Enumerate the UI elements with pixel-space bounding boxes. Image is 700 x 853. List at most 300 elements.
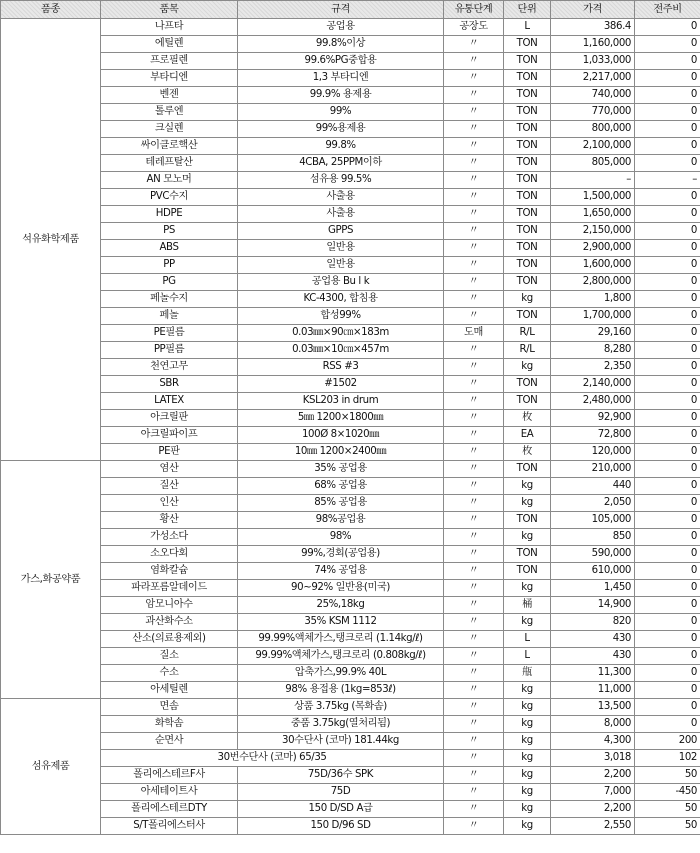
price: 72,800 [551, 427, 635, 444]
distribution-stage: 〃 [444, 138, 504, 155]
table-row [1, 206, 700, 223]
unit: kg [504, 818, 551, 835]
item-name: 화학솜 [101, 716, 238, 733]
unit: TON [504, 36, 551, 53]
category-cell: 석유화학제품 [1, 19, 101, 461]
price: 1,600,000 [551, 257, 635, 274]
distribution-stage: 〃 [444, 155, 504, 172]
item-name: 수소 [101, 665, 238, 682]
item-name: 질소 [101, 648, 238, 665]
unit: kg [504, 733, 551, 750]
table-row [1, 291, 700, 308]
distribution-stage: 〃 [444, 36, 504, 53]
price: 590,000 [551, 546, 635, 563]
price: 2,217,000 [551, 70, 635, 87]
table-row [1, 444, 700, 461]
price: 2,200 [551, 801, 635, 818]
spec: 35% KSM 1112 [238, 614, 444, 631]
distribution-stage: 〃 [444, 461, 504, 478]
table-row [1, 682, 700, 699]
distribution-stage: 〃 [444, 784, 504, 801]
unit: R/L [504, 342, 551, 359]
price: 2,150,000 [551, 223, 635, 240]
weekly-change: 0 [635, 36, 700, 53]
item-name: PE판 [101, 444, 238, 461]
item-name: 폴리에스테르F사 [101, 767, 238, 784]
weekly-change: 0 [635, 512, 700, 529]
distribution-stage: 〃 [444, 274, 504, 291]
unit: 甁 [504, 665, 551, 682]
price: 430 [551, 648, 635, 665]
table-row [1, 87, 700, 104]
price: 8,000 [551, 716, 635, 733]
spec: 5㎜ 1200×1800㎜ [238, 410, 444, 427]
weekly-change: 0 [635, 376, 700, 393]
header-price: 가격 [551, 1, 635, 19]
unit: TON [504, 206, 551, 223]
table-row [1, 648, 700, 665]
distribution-stage: 〃 [444, 257, 504, 274]
weekly-change: 0 [635, 665, 700, 682]
price: 2,140,000 [551, 376, 635, 393]
distribution-stage: 〃 [444, 546, 504, 563]
table-row [1, 393, 700, 410]
unit: TON [504, 563, 551, 580]
weekly-change: 0 [635, 138, 700, 155]
unit: TON [504, 274, 551, 291]
item-name: HDPE [101, 206, 238, 223]
spec: 98%공업용 [238, 512, 444, 529]
unit: TON [504, 172, 551, 189]
weekly-change: 0 [635, 393, 700, 410]
table-body [1, 19, 700, 835]
table-row [1, 427, 700, 444]
table-row [1, 733, 700, 750]
price: 11,000 [551, 682, 635, 699]
item-name: LATEX [101, 393, 238, 410]
spec: 35% 공업용 [238, 461, 444, 478]
weekly-change: 0 [635, 410, 700, 427]
spec: KSL203 in drum [238, 393, 444, 410]
spec: GPPS [238, 223, 444, 240]
table-row [1, 172, 700, 189]
distribution-stage: 〃 [444, 767, 504, 784]
table-row [1, 563, 700, 580]
spec: 1,3 부타디엔 [238, 70, 444, 87]
price: 2,100,000 [551, 138, 635, 155]
item-name: PP필름 [101, 342, 238, 359]
distribution-stage: 〃 [444, 733, 504, 750]
price: 2,200 [551, 767, 635, 784]
category-cell: 섬유제품 [1, 699, 101, 835]
unit: kg [504, 291, 551, 308]
unit: TON [504, 121, 551, 138]
unit: EA [504, 427, 551, 444]
distribution-stage: 〃 [444, 410, 504, 427]
weekly-change: 0 [635, 427, 700, 444]
price: 105,000 [551, 512, 635, 529]
spec: #1502 [238, 376, 444, 393]
item-name: PG [101, 274, 238, 291]
distribution-stage: 〃 [444, 563, 504, 580]
unit: TON [504, 87, 551, 104]
unit: TON [504, 308, 551, 325]
distribution-stage: 〃 [444, 495, 504, 512]
unit: 枚 [504, 410, 551, 427]
table-row [1, 223, 700, 240]
table-row [1, 104, 700, 121]
distribution-stage: 〃 [444, 716, 504, 733]
unit: kg [504, 767, 551, 784]
price: 2,900,000 [551, 240, 635, 257]
price: 2,050 [551, 495, 635, 512]
spec: 98% 용접용 (1kg=853ℓ) [238, 682, 444, 699]
weekly-change: 0 [635, 325, 700, 342]
unit: TON [504, 376, 551, 393]
item-name: 30번수단사 (코마) 65/35 [101, 750, 444, 767]
distribution-stage: 〃 [444, 427, 504, 444]
table-row [1, 325, 700, 342]
weekly-change: 0 [635, 189, 700, 206]
distribution-stage: 〃 [444, 512, 504, 529]
spec: 합성99% [238, 308, 444, 325]
distribution-stage: 〃 [444, 750, 504, 767]
price: 1,700,000 [551, 308, 635, 325]
weekly-change: 0 [635, 121, 700, 138]
table-row [1, 359, 700, 376]
table-row [1, 19, 700, 36]
table-row [1, 784, 700, 801]
weekly-change: 0 [635, 223, 700, 240]
unit: kg [504, 699, 551, 716]
spec: 사출용 [238, 189, 444, 206]
weekly-change: 0 [635, 155, 700, 172]
table-row [1, 410, 700, 427]
header-weekly-change: 전주비 [635, 1, 700, 19]
distribution-stage: 〃 [444, 70, 504, 87]
table-row [1, 665, 700, 682]
item-name: 인산 [101, 495, 238, 512]
table-row [1, 155, 700, 172]
item-name: 가성소다 [101, 529, 238, 546]
item-name: 질산 [101, 478, 238, 495]
item-name: 파라포름알데이드 [101, 580, 238, 597]
item-name: 산소(의료용제외) [101, 631, 238, 648]
item-name: 염화칼슘 [101, 563, 238, 580]
price: 440 [551, 478, 635, 495]
table-row [1, 546, 700, 563]
table-row [1, 138, 700, 155]
spec: 150 D/SD A급 [238, 801, 444, 818]
distribution-stage: 〃 [444, 240, 504, 257]
weekly-change: 0 [635, 529, 700, 546]
spec: 98% [238, 529, 444, 546]
distribution-stage: 〃 [444, 308, 504, 325]
weekly-change: 0 [635, 495, 700, 512]
item-name: 암모니아수 [101, 597, 238, 614]
unit: TON [504, 512, 551, 529]
table-row [1, 121, 700, 138]
item-name: PVC수지 [101, 189, 238, 206]
spec: 공업용 Bu l k [238, 274, 444, 291]
item-name: 테레프탈산 [101, 155, 238, 172]
item-name: 소오다회 [101, 546, 238, 563]
table-row [1, 342, 700, 359]
spec: 일반용 [238, 240, 444, 257]
category-cell: 가스,화공약품 [1, 461, 101, 699]
weekly-change: 0 [635, 461, 700, 478]
spec: 일반용 [238, 257, 444, 274]
spec: 99%,경회(공업용) [238, 546, 444, 563]
table-row [1, 461, 700, 478]
price: 92,900 [551, 410, 635, 427]
price: 2,480,000 [551, 393, 635, 410]
unit: kg [504, 682, 551, 699]
unit: kg [504, 529, 551, 546]
item-name: 페놀 [101, 308, 238, 325]
unit: TON [504, 70, 551, 87]
unit: kg [504, 580, 551, 597]
price: 120,000 [551, 444, 635, 461]
price: 805,000 [551, 155, 635, 172]
weekly-change: 50 [635, 801, 700, 818]
unit: L [504, 631, 551, 648]
table-row [1, 597, 700, 614]
spec: 압축가스,99.9% 40L [238, 665, 444, 682]
item-name: 아세틸렌 [101, 682, 238, 699]
table-row [1, 495, 700, 512]
price: 740,000 [551, 87, 635, 104]
table-row [1, 376, 700, 393]
spec: 99.9% 용제용 [238, 87, 444, 104]
price: 1,160,000 [551, 36, 635, 53]
spec: 99.6%PG중합용 [238, 53, 444, 70]
weekly-change: 0 [635, 614, 700, 631]
price: 13,500 [551, 699, 635, 716]
unit: TON [504, 155, 551, 172]
distribution-stage: 〃 [444, 614, 504, 631]
unit: kg [504, 495, 551, 512]
item-name: ABS [101, 240, 238, 257]
weekly-change: 0 [635, 104, 700, 121]
price: 2,350 [551, 359, 635, 376]
unit: kg [504, 614, 551, 631]
spec: 100Ø 8×1020㎜ [238, 427, 444, 444]
unit: R/L [504, 325, 551, 342]
distribution-stage: 〃 [444, 444, 504, 461]
weekly-change: 0 [635, 342, 700, 359]
spec: 상품 3.75kg (목화솜) [238, 699, 444, 716]
weekly-change: 200 [635, 733, 700, 750]
price: 8,280 [551, 342, 635, 359]
spec: 30수단사 (코마) 181.44kg [238, 733, 444, 750]
distribution-stage: 〃 [444, 699, 504, 716]
unit: kg [504, 716, 551, 733]
item-name: 페놀수지 [101, 291, 238, 308]
table-row [1, 274, 700, 291]
unit: 桶 [504, 597, 551, 614]
spec: 99.8% [238, 138, 444, 155]
distribution-stage: 〃 [444, 818, 504, 835]
spec: KC-4300, 합침용 [238, 291, 444, 308]
distribution-stage: 〃 [444, 359, 504, 376]
weekly-change: 0 [635, 631, 700, 648]
spec: 74% 공업용 [238, 563, 444, 580]
distribution-stage: 〃 [444, 631, 504, 648]
price: 610,000 [551, 563, 635, 580]
spec: 중품 3.75kg(열처리됨) [238, 716, 444, 733]
price: 800,000 [551, 121, 635, 138]
distribution-stage: 〃 [444, 376, 504, 393]
item-name: 아세테이트사 [101, 784, 238, 801]
price: 1,033,000 [551, 53, 635, 70]
weekly-change: 50 [635, 818, 700, 835]
price: 1,800 [551, 291, 635, 308]
unit: kg [504, 801, 551, 818]
header-spec: 규격 [238, 1, 444, 19]
spec: 85% 공업용 [238, 495, 444, 512]
table-row [1, 767, 700, 784]
distribution-stage: 〃 [444, 53, 504, 70]
unit: 枚 [504, 444, 551, 461]
item-name: AN 모노머 [101, 172, 238, 189]
item-name: 프로필렌 [101, 53, 238, 70]
table-row [1, 240, 700, 257]
weekly-change: 0 [635, 563, 700, 580]
spec: 25%,18kg [238, 597, 444, 614]
price: 3,018 [551, 750, 635, 767]
price: 1,500,000 [551, 189, 635, 206]
item-name: 아크릴파이프 [101, 427, 238, 444]
distribution-stage: 공장도 [444, 19, 504, 36]
distribution-stage: 〃 [444, 529, 504, 546]
distribution-stage: 〃 [444, 104, 504, 121]
spec: 90~92% 일반용(미국) [238, 580, 444, 597]
distribution-stage: 〃 [444, 342, 504, 359]
item-name: 에틸렌 [101, 36, 238, 53]
price: 14,900 [551, 597, 635, 614]
spec: 10㎜ 1200×2400㎜ [238, 444, 444, 461]
item-name: 싸이클로핵산 [101, 138, 238, 155]
weekly-change: 0 [635, 546, 700, 563]
item-name: 과산화수소 [101, 614, 238, 631]
spec: 68% 공업용 [238, 478, 444, 495]
header-item: 품목 [101, 1, 238, 19]
item-name: 면솜 [101, 699, 238, 716]
item-name: SBR [101, 376, 238, 393]
weekly-change: 0 [635, 699, 700, 716]
item-name: 폴리에스테르DTY [101, 801, 238, 818]
weekly-change: 0 [635, 716, 700, 733]
table-row [1, 70, 700, 87]
spec: 99.99%액체가스,탱크로리 (1.14kg/ℓ) [238, 631, 444, 648]
weekly-change: 0 [635, 597, 700, 614]
weekly-change: 0 [635, 19, 700, 36]
weekly-change: 0 [635, 274, 700, 291]
weekly-change: 0 [635, 648, 700, 665]
unit: TON [504, 189, 551, 206]
table-row [1, 478, 700, 495]
weekly-change: 0 [635, 682, 700, 699]
weekly-change: 0 [635, 580, 700, 597]
spec: 99%용제용 [238, 121, 444, 138]
unit: TON [504, 138, 551, 155]
weekly-change: 0 [635, 70, 700, 87]
price: 2,550 [551, 818, 635, 835]
item-name: 황산 [101, 512, 238, 529]
weekly-change: 0 [635, 87, 700, 104]
table-row [1, 53, 700, 70]
weekly-change: 0 [635, 478, 700, 495]
price: 2,800,000 [551, 274, 635, 291]
spec: 75D/36수 SPK [238, 767, 444, 784]
price: 11,300 [551, 665, 635, 682]
header-row [1, 1, 700, 19]
distribution-stage: 〃 [444, 665, 504, 682]
spec: 사출용 [238, 206, 444, 223]
item-name: S/T폴리에스터사 [101, 818, 238, 835]
distribution-stage: 〃 [444, 597, 504, 614]
table-row [1, 36, 700, 53]
item-name: 크실렌 [101, 121, 238, 138]
table-row [1, 699, 700, 716]
spec: 150 D/96 SD [238, 818, 444, 835]
table-row [1, 308, 700, 325]
table-row [1, 189, 700, 206]
table-row [1, 801, 700, 818]
distribution-stage: 〃 [444, 478, 504, 495]
header-distribution: 유통단계 [444, 1, 504, 19]
spec: 0.03㎜×90㎝×183m [238, 325, 444, 342]
table-row [1, 750, 700, 767]
distribution-stage: 〃 [444, 172, 504, 189]
unit: TON [504, 461, 551, 478]
unit: L [504, 648, 551, 665]
weekly-change: 0 [635, 240, 700, 257]
price: 1,450 [551, 580, 635, 597]
table-row [1, 631, 700, 648]
item-name: 부타디엔 [101, 70, 238, 87]
item-name: 순면사 [101, 733, 238, 750]
item-name: 벤젠 [101, 87, 238, 104]
item-name: 염산 [101, 461, 238, 478]
table-row [1, 529, 700, 546]
price: – [551, 172, 635, 189]
price: 820 [551, 614, 635, 631]
unit: kg [504, 359, 551, 376]
unit: L [504, 19, 551, 36]
table-row [1, 580, 700, 597]
price: 430 [551, 631, 635, 648]
distribution-stage: 〃 [444, 801, 504, 818]
distribution-stage: 〃 [444, 580, 504, 597]
unit: TON [504, 223, 551, 240]
item-name: PE필름 [101, 325, 238, 342]
spec: RSS #3 [238, 359, 444, 376]
item-name: 톨루엔 [101, 104, 238, 121]
spec: 섬유용 99.5% [238, 172, 444, 189]
distribution-stage: 〃 [444, 206, 504, 223]
weekly-change: 0 [635, 359, 700, 376]
weekly-change: 0 [635, 291, 700, 308]
price: 7,000 [551, 784, 635, 801]
weekly-change: – [635, 172, 700, 189]
distribution-stage: 〃 [444, 393, 504, 410]
distribution-stage: 〃 [444, 648, 504, 665]
price: 29,160 [551, 325, 635, 342]
unit: TON [504, 104, 551, 121]
item-name: 아크릴판 [101, 410, 238, 427]
